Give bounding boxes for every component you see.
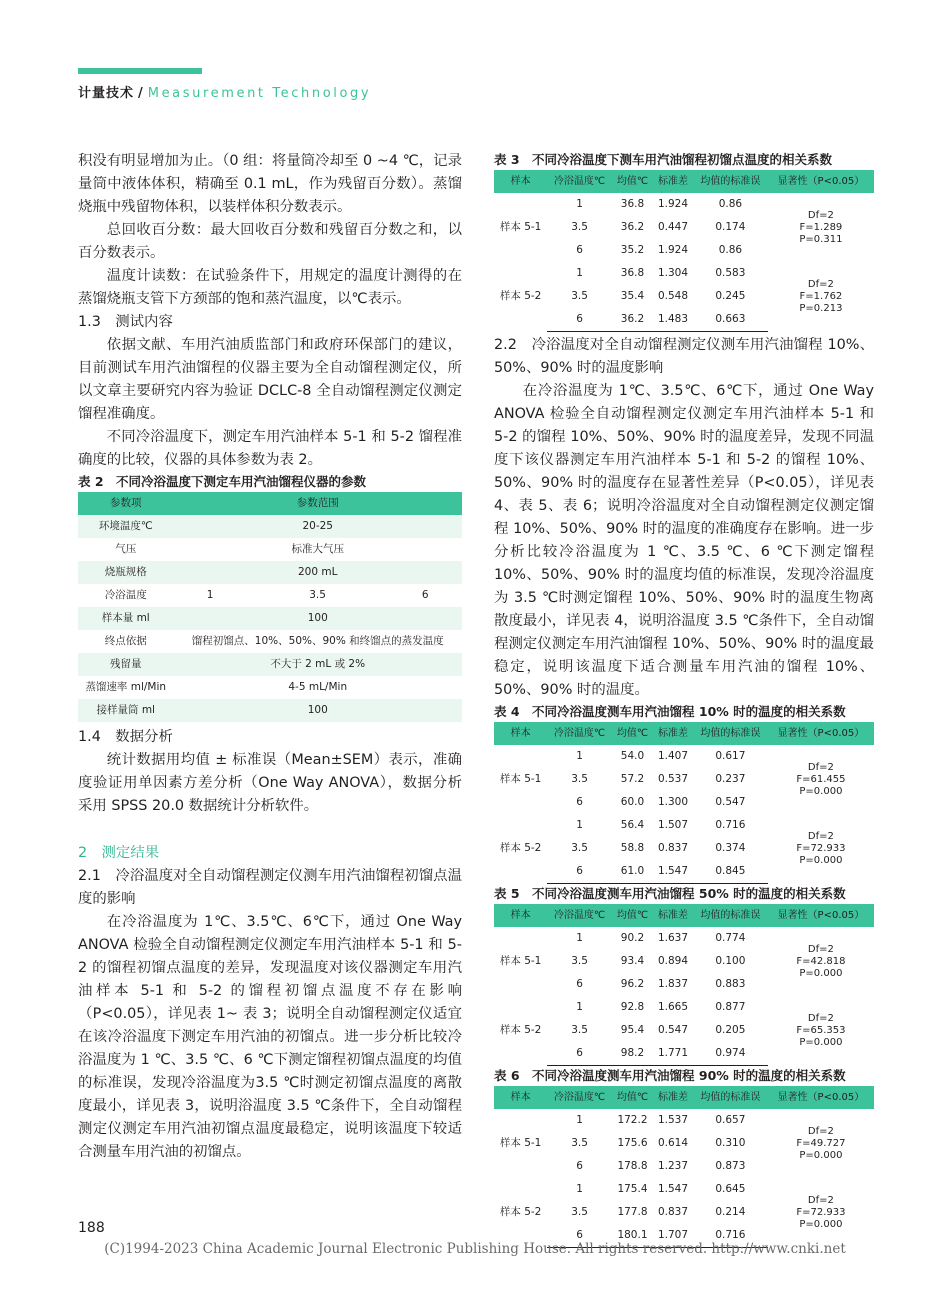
running-header	[78, 82, 371, 101]
stat-table	[494, 170, 874, 332]
table-cell: 177.8	[617, 1206, 648, 1218]
table-cell: 1.665	[657, 1001, 689, 1013]
table-cell: 烧瓶规格	[78, 561, 173, 584]
significance-line: P=0.000	[799, 1218, 843, 1230]
table-cell: 3.5	[571, 842, 588, 854]
paragraph: 统计数据用均值 ± 标准误（Mean±SEM）表示，准确度验证用单因素方差分析（One Way ANOVA），数据分析采用 SPSS 20.0 数据统计分析软件。	[78, 752, 462, 814]
table-cell: 1	[576, 1114, 583, 1126]
table-header: 均值℃	[612, 170, 653, 193]
table-cell: 0.86	[718, 244, 743, 256]
header-accent-bar	[78, 68, 202, 74]
table-row	[78, 630, 462, 653]
table-row	[494, 927, 874, 950]
header-title-en: Measurement Technology	[147, 86, 372, 101]
section-heading-2-1: 2.1 冷浴温度对全自动馏程测定仪测车用汽油馏程初馏点温度的影响	[78, 868, 462, 907]
table-cell: 0.657	[715, 1114, 746, 1126]
table-cell: 6	[421, 589, 429, 601]
table-cell: 36.2	[612, 308, 653, 332]
table-4-container	[494, 702, 874, 884]
table-header: 冷浴温度℃	[547, 904, 612, 927]
table-cell: 标准大气压	[291, 543, 344, 555]
table-cell: 0.245	[715, 290, 746, 302]
table-header: 标准差	[653, 1086, 693, 1109]
significance-line: Df=2	[807, 1012, 834, 1024]
table-cell: 0.86	[718, 198, 743, 210]
table-cell: 1	[576, 750, 583, 762]
table-cell: 0.774	[715, 932, 746, 944]
header-slash: /	[138, 86, 144, 101]
table-cell: 200 mL	[173, 561, 462, 584]
table-3-container	[494, 150, 874, 332]
table-header: 显著性（P<0.05）	[768, 170, 874, 193]
paragraph: 不同冷浴温度下，测定车用汽油样本 5-1 和 5-2 馏程准确度的比较，仪器的具体参数为表 2。	[78, 429, 462, 468]
significance-line: Df=2	[807, 943, 834, 955]
table-cell: 0.447	[657, 221, 689, 233]
table-header: 冷浴温度℃	[547, 1086, 612, 1109]
sample-cell: 样本 5-1	[499, 1137, 542, 1149]
table-header: 显著性（P<0.05）	[768, 904, 874, 927]
table-row	[78, 515, 462, 538]
table-cell: 0.547	[715, 796, 746, 808]
significance-cell	[768, 745, 874, 814]
page-number: 188	[78, 1220, 105, 1236]
table-cell: 3.5	[571, 1024, 588, 1036]
table-cell: 93.4	[620, 955, 645, 967]
table-cell: 0.205	[715, 1024, 746, 1036]
table-cell: 175.4	[617, 1183, 648, 1195]
table-cell: 冷浴温度	[104, 589, 147, 601]
table-cell: 1.547	[657, 1183, 689, 1195]
significance-line: F=72.933	[796, 842, 846, 854]
sample-cell: 样本 5-1	[499, 773, 542, 785]
table-cell: 0.894	[657, 955, 689, 967]
table-row	[78, 676, 462, 699]
table-header: 显著性（P<0.05）	[768, 722, 874, 745]
table-cell: 不大于 2 mL 或 2%	[173, 653, 462, 676]
table-cell: 6	[576, 978, 583, 990]
table-cell: 57.2	[620, 773, 645, 785]
significance-line: F=1.762	[799, 290, 843, 302]
left-column	[78, 150, 462, 1164]
table-6-container	[494, 1066, 874, 1248]
table-header: 显著性（P<0.05）	[768, 1086, 874, 1109]
table-cell: 0.174	[715, 221, 746, 233]
table-cell: 1.537	[657, 1114, 689, 1126]
table-cell: 0.310	[715, 1137, 746, 1149]
table-cell: 1.304	[657, 267, 689, 279]
table-cell: 1	[576, 932, 583, 944]
table-row	[494, 262, 874, 285]
table-cell: 172.2	[617, 1114, 648, 1126]
table-header: 均值℃	[612, 904, 653, 927]
table-cell: 1.637	[657, 932, 689, 944]
significance-cell	[768, 1178, 874, 1248]
sample-cell: 样本 5-1	[499, 955, 542, 967]
table-cell: 100	[173, 699, 462, 722]
table-header: 样本	[494, 722, 547, 745]
table-cell: 1	[206, 589, 214, 601]
significance-cell	[768, 996, 874, 1066]
table-cell: 35.4	[620, 290, 645, 302]
table-cell: 6	[547, 1224, 612, 1248]
table-cell: 0.547	[657, 1024, 689, 1036]
table-cell: 6	[547, 860, 612, 884]
table-cell: 56.4	[620, 819, 645, 831]
header-title-zh: 计量技术	[78, 86, 135, 101]
table-cell: 3.5	[571, 221, 588, 233]
table-cell: 1.407	[657, 750, 689, 762]
table-cell: 100	[173, 607, 462, 630]
section-heading-1-3: 1.3 测试内容	[78, 314, 173, 330]
paragraph: 在冷浴温度为 1℃、3.5℃、6℃下，通过 One Way ANOVA 检验全自动馏程测定仪测定车用汽油样本 5-1 和 5-2 的馏程初馏点温度的差异，发现温度对该仪器测定车用汽油样本 5-1 和 5-2 的馏程初馏点温度不存在影响（P<0.05），详见表 1~ 表 3；说明全自动馏程测定仪适宜在该冷浴温度下测定车用汽油的初馏点。进一步分析比较冷浴温度为 1 ℃、3.5 ℃、6 ℃下测定馏程初馏点温度的均值的标准误，发现冷浴温度为3.5 ℃时测定初馏点温度的离散度最小，详见表 3，说明浴温度 3.5 ℃条件下，全自动馏程测定仪测定车用汽油初馏点温度最稳定，说明该温度下较适合测量车用汽油的初馏点。	[78, 914, 462, 1160]
table-cell: 1	[576, 819, 583, 831]
significance-line: F=49.727	[796, 1137, 846, 1149]
table-cell: 6	[576, 1160, 583, 1172]
table-cell: 0.617	[715, 750, 746, 762]
table-cell: 0.214	[715, 1206, 746, 1218]
paragraph: 温度计读数：在试验条件下，用规定的温度计测得的在蒸馏烧瓶支管下方颈部的饱和蒸汽温度，以℃表示。	[78, 268, 462, 307]
table-cell: 1.237	[657, 1160, 689, 1172]
table-cell: 90.2	[620, 932, 645, 944]
table-header: 标准差	[653, 722, 693, 745]
table-cell: 3.5	[571, 1137, 588, 1149]
section-heading-1-4: 1.4 数据分析	[78, 729, 173, 745]
table-cell: 0.873	[715, 1160, 746, 1172]
table-cell: 1	[576, 198, 583, 210]
significance-line: P=0.311	[799, 233, 843, 245]
table-cell: 0.645	[715, 1183, 746, 1195]
table-cell: 蒸馏速率 ml/Min	[85, 681, 167, 693]
significance-line: P=0.000	[799, 854, 843, 866]
table-cell: 6	[576, 796, 583, 808]
table-header: 冷浴温度℃	[547, 170, 612, 193]
significance-line: Df=2	[807, 830, 834, 842]
significance-line: F=42.818	[796, 955, 846, 967]
section-heading-2: 2 测定结果	[78, 845, 160, 861]
significance-line: Df=2	[807, 1125, 834, 1137]
table-cell: 环境温度℃	[78, 515, 173, 538]
table-header: 均值℃	[612, 722, 653, 745]
table-5-container	[494, 884, 874, 1066]
significance-cell	[768, 927, 874, 996]
table-cell: 1.837	[657, 978, 689, 990]
table-row	[78, 561, 462, 584]
sample-cell: 样本 5-2	[499, 842, 542, 855]
table-cell: 样本量 ml	[78, 607, 173, 630]
table-row	[78, 653, 462, 676]
table-cell: 61.0	[612, 860, 653, 884]
table-cell: 0.837	[657, 1206, 689, 1218]
table-row	[494, 745, 874, 768]
table-header: 标准差	[653, 904, 693, 927]
table-cell: 1.547	[653, 860, 693, 884]
significance-line: P=0.213	[799, 302, 843, 314]
table-caption: 表 4 不同冷浴温度测车用汽油馏程 10% 时的温度的相关系数	[494, 704, 846, 719]
table-cell: 接样量筒 ml	[78, 699, 173, 722]
section-heading-2-2: 2.2 冷浴温度对全自动馏程测定仪测车用汽油馏程 10%、50%、90% 时的温度影响	[494, 337, 874, 376]
table-row	[78, 699, 462, 722]
table-cell: 0.548	[657, 290, 689, 302]
table-cell: 58.8	[620, 842, 645, 854]
table-cell: 54.0	[620, 750, 645, 762]
stat-table	[494, 1086, 874, 1248]
table-cell: 1.924	[657, 244, 689, 256]
table-cell: 35.2	[620, 244, 645, 256]
significance-line: P=0.000	[799, 967, 843, 979]
table-header: 样本	[494, 904, 547, 927]
right-column	[494, 150, 874, 1248]
significance-line: P=0.000	[799, 1149, 843, 1161]
table-cell: 6	[576, 244, 583, 256]
table-header: 均值的标准误	[693, 1086, 768, 1109]
table-cell: 98.2	[612, 1042, 653, 1066]
table-cell: 终点依据	[104, 635, 147, 647]
table-header: 冷浴温度℃	[547, 722, 612, 745]
table-cell: 0.877	[715, 1001, 746, 1013]
table-cell: 95.4	[620, 1024, 645, 1036]
table-caption: 表 5 不同冷浴温度测车用汽油馏程 50% 时的温度的相关系数	[494, 886, 846, 901]
significance-line: Df=2	[807, 761, 834, 773]
table-cell: 3.5	[571, 955, 588, 967]
table-cell: 175.6	[617, 1137, 648, 1149]
table-row	[78, 607, 462, 630]
table-cell: 0.583	[715, 267, 746, 279]
table-cell: 残留量	[78, 653, 173, 676]
table-cell: 180.1	[612, 1224, 653, 1248]
significance-line: Df=2	[807, 1194, 834, 1206]
copyright-footer: (C)1994-2023 China Academic Journal Electronic Publishing House. All rights reserved. http://www.cnki.net	[104, 1241, 846, 1257]
significance-line: F=1.289	[799, 221, 843, 233]
significance-line: P=0.000	[799, 785, 843, 797]
table-header: 标准差	[653, 170, 693, 193]
table-cell: 1	[576, 1183, 583, 1195]
table-cell: 36.8	[620, 198, 645, 210]
significance-line: Df=2	[807, 209, 834, 221]
table-cell: 20-25	[173, 515, 462, 538]
table-cell: 1	[576, 1001, 583, 1013]
significance-cell	[768, 262, 874, 332]
table-cell: 3.5	[571, 290, 588, 302]
table-header: 样本	[494, 1086, 547, 1109]
table-header: 均值的标准误	[693, 722, 768, 745]
table-header: 参数范围	[173, 492, 462, 515]
table-row	[78, 584, 462, 607]
table-cell: 0.537	[657, 773, 689, 785]
sample-cell: 样本 5-2	[499, 290, 542, 303]
sample-cell: 样本 5-1	[499, 221, 542, 233]
table-row	[78, 538, 462, 561]
significance-cell	[768, 1109, 874, 1178]
table-cell: 0.374	[715, 842, 746, 854]
table-cell: 气压	[115, 543, 137, 555]
table-row	[494, 1178, 874, 1201]
sample-cell: 样本 5-2	[499, 1206, 542, 1219]
stat-table	[494, 722, 874, 884]
paragraph: 依据文献、车用汽油质监部门和政府环保部门的建议，目前测试车用汽油馏程的仪器主要为全自动馏程测定仪，所以文章主要研究内容为验证 DCLC-8 全自动馏程测定仪测定馏程准确度。	[78, 337, 462, 422]
table-cell: 3.5	[309, 589, 326, 601]
table-cell: 36.8	[620, 267, 645, 279]
table-cell: 1.300	[657, 796, 689, 808]
table-cell: 1.924	[657, 198, 689, 210]
significance-cell	[768, 814, 874, 884]
table-cell: 1.771	[653, 1042, 693, 1066]
table-cell: 178.8	[617, 1160, 648, 1172]
paragraph: 总回收百分数：最大回收百分数和残留百分数之和，以百分数表示。	[78, 222, 462, 261]
sample-cell: 样本 5-2	[499, 1024, 542, 1037]
paragraph: 在冷浴温度为 1℃、3.5℃、6℃下，通过 One Way ANOVA 检验全自动馏程测定仪测定车用汽油样本 5-1 和 5-2 的馏程 10%、50%、90% 时的温度差异，发现不同温度下该仪器测定车用汽油样本 5-1 和 5-2 的馏程 10%、50%、90% 时的温度存在显著性差异（P<0.05），详见表 4、表 5、表 6；说明冷浴温度对全自动馏程测定仪测定馏程 10%、50%、90% 时的温度的准确度存在影响。进一步分析比较冷浴温度为 1 ℃、3.5 ℃、6 ℃下测定馏程 10%、50%、90% 时的温度均值的标准误，发现冷浴温度为 3.5 ℃时测定馏程 10%、50%、90% 时的温度生物离散度最小，详见表 4，说明浴温度 3.5 ℃条件下，全自动馏程测定仪测定车用汽油馏程 10%、50%、90% 时的温度最稳定，说明该温度下适合测量车用汽油的馏程 10%、50%、90% 时的温度。	[494, 383, 874, 698]
table-cell: 0.845	[693, 860, 768, 884]
table-row	[494, 1109, 874, 1132]
table-header: 样本	[494, 170, 547, 193]
significance-line: F=72.933	[796, 1206, 846, 1218]
table-row	[494, 996, 874, 1019]
table-cell: 6	[547, 1042, 612, 1066]
table-row	[494, 814, 874, 837]
table-cell: 0.974	[693, 1042, 768, 1066]
table-row	[494, 193, 874, 216]
table-cell: 馏程初馏点、10%、50%、90% 和终馏点的蒸发温度	[191, 635, 444, 647]
table-cell: 1	[576, 267, 583, 279]
table-cell: 0.716	[693, 1224, 768, 1248]
table-cell: 0.716	[715, 819, 746, 831]
table-cell: 0.237	[715, 773, 746, 785]
table-cell: 3.5	[571, 773, 588, 785]
significance-line: F=61.455	[796, 773, 846, 785]
table-cell: 36.2	[620, 221, 645, 233]
table-cell: 1.507	[657, 819, 689, 831]
table-cell: 0.883	[715, 978, 746, 990]
table-header: 均值℃	[612, 1086, 653, 1109]
table-2-caption: 表 2 不同冷浴温度下测定车用汽油馏程仪器的参数	[78, 474, 367, 489]
table-cell: 3.5	[571, 1206, 588, 1218]
table-caption: 表 6 不同冷浴温度测车用汽油馏程 90% 时的温度的相关系数	[494, 1068, 846, 1083]
table-cell: 6	[547, 308, 612, 332]
table-cell: 0.100	[715, 955, 746, 967]
table-header: 均值的标准误	[693, 170, 768, 193]
table-cell: 1.707	[653, 1224, 693, 1248]
table-2	[78, 492, 462, 722]
table-header: 参数项	[78, 492, 173, 515]
paragraph: 积没有明显增加为止。（0 组：将量筒冷却至 0 ~4 ℃，记录量筒中液体体积，精确至 0.1 mL，作为残留百分数）。蒸馏烧瓶中残留物体积，以装样体积分数表示。	[78, 153, 462, 215]
table-caption: 表 3 不同冷浴温度下测车用汽油馏程初馏点温度的相关系数	[494, 152, 833, 167]
significance-line: P=0.000	[799, 1036, 843, 1048]
table-cell: 0.837	[657, 842, 689, 854]
significance-cell	[768, 193, 874, 262]
table-cell: 0.663	[693, 308, 768, 332]
significance-line: F=65.353	[796, 1024, 846, 1036]
table-cell: 1.483	[653, 308, 693, 332]
table-header: 均值的标准误	[693, 904, 768, 927]
table-cell: 96.2	[620, 978, 645, 990]
table-cell: 0.614	[657, 1137, 689, 1149]
stat-table	[494, 904, 874, 1066]
table-cell: 60.0	[620, 796, 645, 808]
significance-line: Df=2	[807, 278, 834, 290]
table-cell: 92.8	[620, 1001, 645, 1013]
table-cell: 4-5 mL/Min	[288, 681, 348, 693]
